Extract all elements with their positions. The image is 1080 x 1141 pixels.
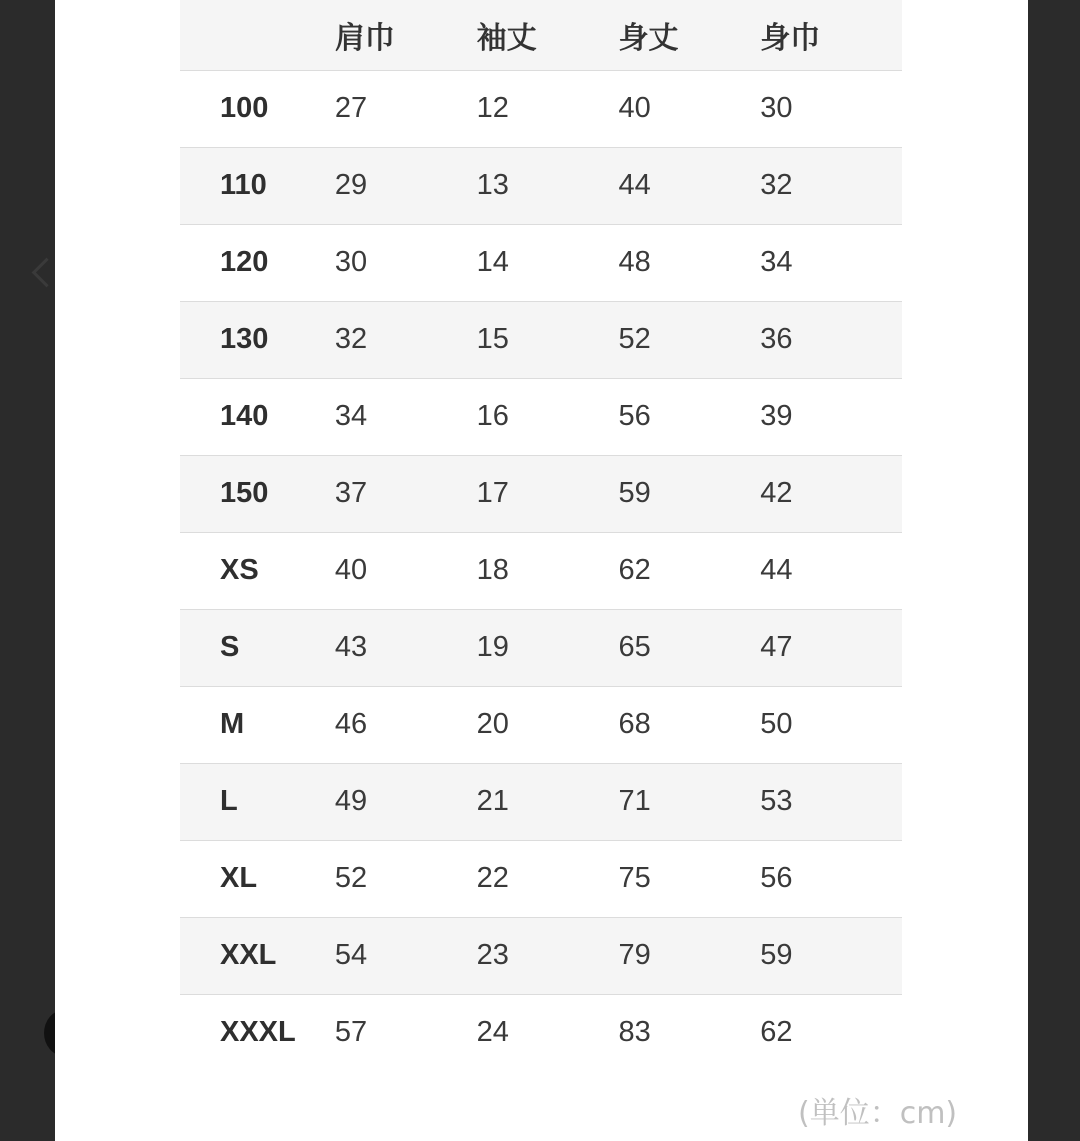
cell-body-length: 59	[618, 477, 651, 509]
header-body-width: 身巾	[760, 0, 902, 70]
cell-body-width: 30	[760, 92, 793, 124]
size-table	[180, 0, 902, 1071]
cell-body-width: 56	[760, 862, 793, 894]
cell-sleeve-length: 18	[476, 554, 509, 586]
cell-body-length: 56	[618, 400, 651, 432]
cell-body-length: 68	[618, 708, 651, 740]
cell-shoulder-width: 34	[334, 400, 368, 432]
cell-sleeve-length: 20	[476, 708, 509, 740]
header-sleeve-length: 袖丈	[477, 0, 619, 70]
cell-body-length: 83	[618, 1016, 651, 1049]
cell-body-length: 52	[618, 323, 651, 355]
table-row	[180, 686, 902, 763]
table-row	[180, 917, 902, 994]
cell-shoulder-width: 54	[334, 939, 368, 971]
cell-shoulder-width: 27	[334, 92, 368, 124]
cell-sleeve-length: 14	[476, 246, 509, 278]
table-row	[180, 147, 902, 224]
cell-body-length: 71	[618, 785, 651, 817]
cell-sleeve-length: 16	[476, 400, 509, 432]
unit-note: (単位：cm)	[798, 1096, 958, 1131]
cell-body-width: 47	[760, 631, 793, 663]
cell-shoulder-width: 40	[334, 554, 368, 586]
cell-body-length: 40	[618, 92, 651, 124]
cell-size: S	[220, 631, 240, 663]
table-row	[180, 532, 902, 609]
cell-sleeve-length: 22	[476, 862, 509, 894]
cell-size: XXL	[220, 939, 277, 971]
table-row	[180, 609, 902, 686]
cell-body-length: 62	[618, 554, 651, 586]
cell-size: 140	[220, 400, 269, 432]
cell-body-width: 42	[760, 477, 793, 509]
header-size	[180, 0, 335, 70]
table-row	[180, 840, 902, 917]
cell-shoulder-width: 49	[334, 785, 368, 817]
cell-sleeve-length: 19	[476, 631, 509, 663]
cell-sleeve-length: 24	[476, 1016, 509, 1049]
cell-sleeve-length: 12	[476, 92, 509, 124]
table-row	[180, 763, 902, 840]
table-row	[180, 455, 902, 532]
cell-body-width: 34	[760, 246, 793, 278]
cell-shoulder-width: 52	[334, 862, 368, 894]
cell-body-width: 50	[760, 708, 793, 740]
cell-shoulder-width: 30	[334, 246, 368, 278]
cell-shoulder-width: 43	[334, 631, 368, 663]
cell-body-length: 79	[618, 939, 651, 971]
cell-size: XXXL	[220, 1016, 296, 1049]
table-row	[180, 70, 902, 147]
cell-size: L	[220, 785, 238, 817]
cell-body-length: 75	[618, 862, 651, 894]
cell-size: M	[220, 708, 245, 740]
header-shoulder-width: 肩巾	[335, 0, 477, 70]
cell-shoulder-width: 37	[334, 477, 368, 509]
header-body-length: 身丈	[618, 0, 760, 70]
cell-sleeve-length: 15	[476, 323, 509, 355]
table-row	[180, 994, 902, 1071]
cell-size: 100	[220, 92, 269, 124]
cell-size: 110	[220, 169, 267, 201]
cell-size: XL	[220, 862, 258, 894]
cell-body-length: 65	[618, 631, 651, 663]
table-row	[180, 378, 902, 455]
cell-shoulder-width: 46	[334, 708, 368, 740]
cell-shoulder-width: 32	[334, 323, 368, 355]
cell-shoulder-width: 57	[334, 1016, 368, 1049]
cell-sleeve-length: 21	[476, 785, 509, 817]
cell-body-length: 44	[618, 169, 651, 201]
cell-body-width: 44	[760, 554, 793, 586]
cell-body-length: 48	[618, 246, 651, 278]
cell-sleeve-length: 23	[476, 939, 509, 971]
size-chart-sheet	[55, 0, 1028, 1141]
cell-body-width: 53	[760, 785, 793, 817]
cell-body-width: 32	[760, 169, 793, 201]
cell-body-width: 39	[760, 400, 793, 432]
cell-size: 130	[220, 323, 269, 355]
cell-sleeve-length: 17	[476, 477, 509, 509]
cell-body-width: 62	[760, 1016, 793, 1049]
table-row	[180, 301, 902, 378]
cell-shoulder-width: 29	[334, 169, 368, 201]
cell-size: 150	[220, 477, 269, 509]
cell-size: XS	[220, 554, 259, 586]
table-row	[180, 224, 902, 301]
table-header-row	[180, 0, 902, 70]
cell-size: 120	[220, 246, 269, 278]
cell-body-width: 59	[760, 939, 793, 971]
cell-body-width: 36	[760, 323, 793, 355]
cell-sleeve-length: 13	[476, 169, 509, 201]
